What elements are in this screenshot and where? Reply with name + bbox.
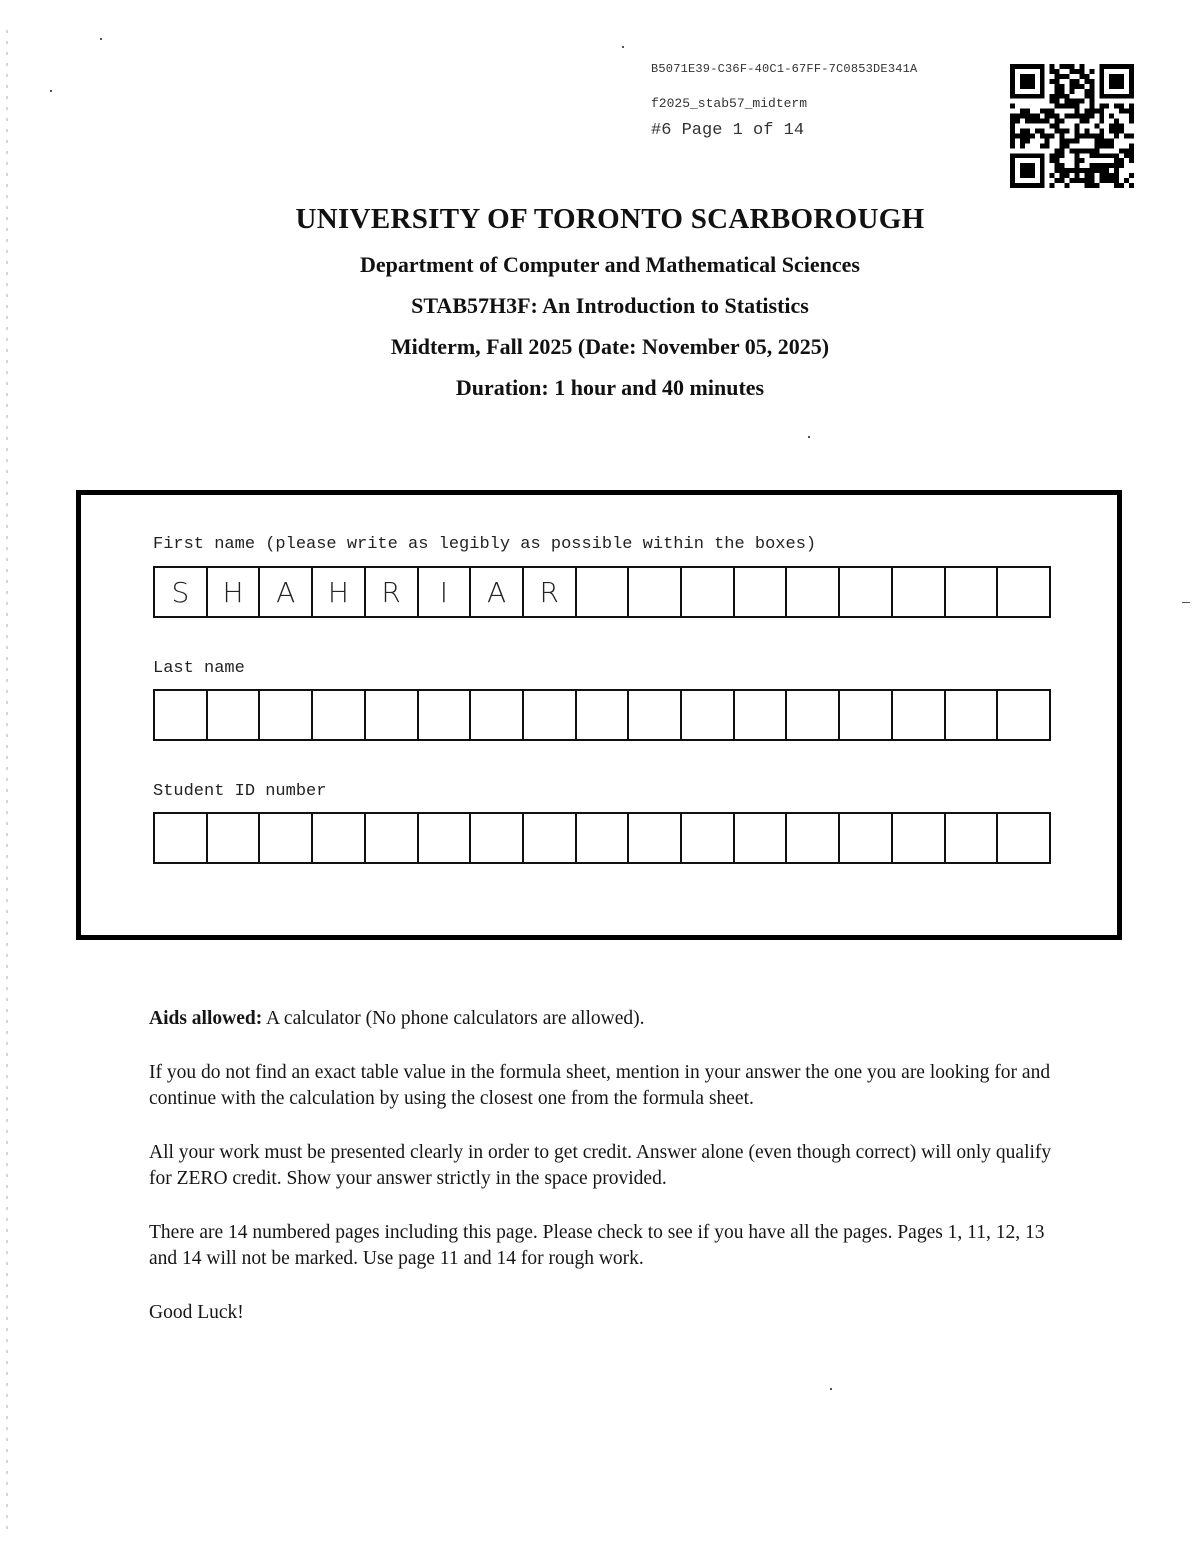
- last-name-box[interactable]: [998, 691, 1049, 739]
- student-id-box[interactable]: [629, 814, 682, 862]
- last-name-box[interactable]: [313, 691, 366, 739]
- exam-title: Midterm, Fall 2025 (Date: November 05, 2025): [390, 334, 830, 359]
- student-id-box[interactable]: [735, 814, 788, 862]
- course-title: STAB57H3F: An Introduction to Statistics: [411, 293, 809, 318]
- first-name-box[interactable]: H: [313, 568, 366, 616]
- last-name-box[interactable]: [682, 691, 735, 739]
- student-id-box[interactable]: [208, 814, 261, 862]
- last-name-box[interactable]: [840, 691, 893, 739]
- first-name-box[interactable]: [682, 568, 735, 616]
- page-number: #6 Page 1 of 14: [651, 121, 805, 140]
- first-name-box[interactable]: H: [208, 568, 261, 616]
- last-name-label: Last name: [153, 659, 245, 678]
- student-id-box[interactable]: [840, 814, 893, 862]
- student-id-boxes[interactable]: [153, 812, 1051, 864]
- pages-note: There are 14 numbered pages including this page. Please check to see if you have all the pages. Pages 1, 11, 12, 13 and 14 will not be marked. Use page 11 and 14 for rough work.: [149, 1222, 1045, 1269]
- university-name: UNIVERSITY OF TORONTO SCARBOROUGH: [295, 203, 925, 235]
- page-header-meta: [651, 62, 917, 140]
- first-name-box[interactable]: [946, 568, 999, 616]
- last-name-box[interactable]: [155, 691, 208, 739]
- last-name-box[interactable]: [735, 691, 788, 739]
- last-name-box[interactable]: [629, 691, 682, 739]
- aids-heading: Aids allowed:: [149, 1008, 263, 1029]
- table-value-note: If you do not find an exact table value in the formula sheet, mention in your answer the one you are looking for and continue with the calculation by using the closest one from the formula sheet.: [149, 1062, 1051, 1109]
- student-id-box[interactable]: [419, 814, 472, 862]
- student-id-box[interactable]: [155, 814, 208, 862]
- aids-allowed: [149, 1006, 1069, 1032]
- scan-speck: [622, 46, 624, 48]
- student-id-box[interactable]: [787, 814, 840, 862]
- good-luck: Good Luck!: [149, 1302, 244, 1323]
- scan-speck: [808, 436, 810, 438]
- student-id-box[interactable]: [471, 814, 524, 862]
- department-name: Department of Computer and Mathematical Sciences: [359, 252, 860, 277]
- aids-text: A calculator (No phone calculators are allowed).: [262, 1008, 645, 1029]
- first-name-box[interactable]: R: [366, 568, 419, 616]
- first-name-box[interactable]: [840, 568, 893, 616]
- first-name-box[interactable]: A: [471, 568, 524, 616]
- scan-speck: [50, 90, 52, 92]
- last-name-box[interactable]: [524, 691, 577, 739]
- scan-speck: [830, 1388, 832, 1390]
- first-name-box[interactable]: [629, 568, 682, 616]
- last-name-boxes[interactable]: [153, 689, 1051, 741]
- first-name-box[interactable]: [787, 568, 840, 616]
- instructions: [149, 1006, 1069, 1354]
- student-id-box[interactable]: [260, 814, 313, 862]
- exam-code: f2025_stab57_midterm: [651, 96, 808, 111]
- last-name-box[interactable]: [208, 691, 261, 739]
- student-id-box[interactable]: [893, 814, 946, 862]
- student-id-box[interactable]: [313, 814, 366, 862]
- student-id-label: Student ID number: [153, 782, 327, 801]
- qr-code-icon: [1010, 64, 1134, 188]
- first-name-box[interactable]: I: [419, 568, 472, 616]
- last-name-box[interactable]: [366, 691, 419, 739]
- first-name-box[interactable]: [735, 568, 788, 616]
- first-name-box[interactable]: [998, 568, 1049, 616]
- last-name-box[interactable]: [893, 691, 946, 739]
- student-id-box[interactable]: [682, 814, 735, 862]
- student-id-box[interactable]: [366, 814, 419, 862]
- scan-speck: [100, 38, 102, 40]
- last-name-box[interactable]: [577, 691, 630, 739]
- first-name-box[interactable]: A: [260, 568, 313, 616]
- student-id-box[interactable]: [524, 814, 577, 862]
- first-name-box[interactable]: R: [524, 568, 577, 616]
- first-name-box[interactable]: [577, 568, 630, 616]
- exam-uuid: B5071E39-C36F-40C1-67FF-7C0853DE341A: [651, 62, 918, 76]
- first-name-boxes[interactable]: [153, 566, 1051, 618]
- work-presentation-note: All your work must be presented clearly in order to get credit. Answer alone (even though correct) will only qualify for ZERO credit. Show your answer strictly in the space provided.: [149, 1142, 1052, 1189]
- last-name-box[interactable]: [471, 691, 524, 739]
- last-name-box[interactable]: [419, 691, 472, 739]
- first-name-box[interactable]: S: [155, 568, 208, 616]
- scan-speck: [1182, 602, 1190, 603]
- last-name-box[interactable]: [260, 691, 313, 739]
- exam-duration: Duration: 1 hour and 40 minutes: [455, 375, 765, 400]
- last-name-box[interactable]: [787, 691, 840, 739]
- student-id-box[interactable]: [577, 814, 630, 862]
- first-name-label: First name (please write as legibly as possible within the boxes): [153, 535, 817, 554]
- student-id-frame: [76, 490, 1122, 940]
- first-name-box[interactable]: [893, 568, 946, 616]
- student-id-box[interactable]: [998, 814, 1049, 862]
- last-name-box[interactable]: [946, 691, 999, 739]
- student-id-box[interactable]: [946, 814, 999, 862]
- title-block: [0, 203, 1200, 408]
